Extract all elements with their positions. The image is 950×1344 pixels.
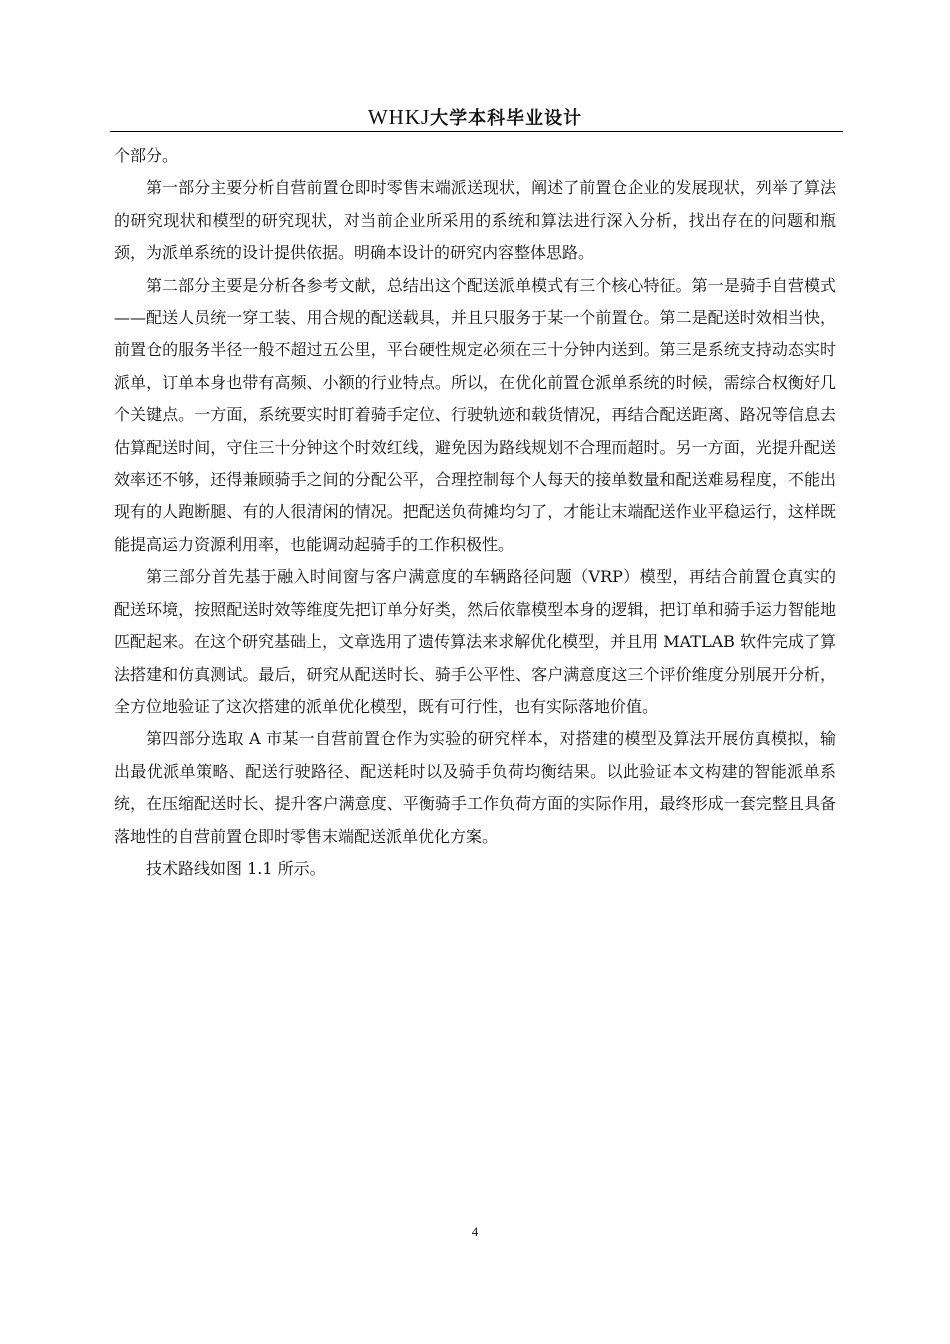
paragraph-part-two: 第二部分主要是分析各参考文献，总结出这个配送派单模式有三个核心特征。第一是骑手自营模式——配送人员统一穿工装、用合规的配送载具，并且只服务于某一个前置仓。第二是配送时效相当快，前置仓的服务半径一般不超过五公里，平台硬性规定必须在三十分钟内送到。第三是系统支持动态实时派单，订单本身也带有高频、小额的行业特点。所以，在优化前置仓派单系统的时候，需综合权衡好几个关键点。一方面，系统要实时盯着骑手定位、行驶轨迹和载货情况，再结合配送距离、路况等信息去估算配送时间，守住三十分钟这个时效红线，避免因为路线规划不合理而超时。另一方面，光提升配送效率还不够，还得兼顾骑手之间的分配公平，合理控制每个人每天的接单数量和配送难易程度，不能出现有的人跑断腿、有的人很清闲的情况。把配送负荷摊均匀了，才能让末端配送作业平稳运行，这样既能提高运力资源利用率，也能调动起骑手的工作积极性。 bbox=[114, 275, 836, 554]
header-rule bbox=[110, 131, 843, 132]
paragraph-tech-route: 技术路线如图 1.1 所示。 bbox=[146, 858, 326, 878]
body-text bbox=[114, 140, 836, 885]
paragraph-part-one: 第一部分主要分析自营前置仓即时零售末端派送现状，阐述了前置仓企业的发展现状，列举了算法的研究现状和模型的研究现状，对当前企业所采用的系统和算法进行深入分析，找出存在的问题和瓶颈，为派单系统的设计提供依据。明确本设计的研究内容整体思路。 bbox=[114, 178, 836, 263]
paragraph-continuation: 个部分。 bbox=[114, 146, 179, 165]
header-title: 大学本科毕业设计 bbox=[430, 108, 583, 129]
paragraph-part-three: 第三部分首先基于融入时间窗与客户满意度的车辆路径问题（VRP）模型，再结合前置仓真实的配送环境，按照配送时效等维度先把订单分好类，然后依靠模型本身的逻辑，把订单和骑手运力智能地匹配起来。在这个研究基础上，文章选用了遗传算法来求解优化模型，并且用 MATLAB 软件完成了算法搭建和仿真测试。最后，研究从配送时长、骑手公平性、客户满意度这三个评价维度分别展开分析，全方位地验证了这次搭建的派单优化模型，既有可行性，也有实际落地价值。 bbox=[114, 567, 836, 716]
page-header bbox=[110, 104, 840, 132]
page-number: 4 bbox=[471, 1224, 479, 1239]
header-org: WHKJ bbox=[367, 105, 431, 129]
paragraph-part-four: 第四部分选取 A 市某一自营前置仓作为实验的研究样本，对搭建的模型及算法开展仿真模拟，输出最优派单策略、配送行驶路径、配送耗时以及骑手负荷均衡结果。以此验证本文构建的智能派单系统，在压缩配送时长、提升客户满意度、平衡骑手工作负荷方面的实际作用，最终形成一套完整且具备落地性的自营前置仓即时零售末端配送派单优化方案。 bbox=[114, 729, 836, 846]
